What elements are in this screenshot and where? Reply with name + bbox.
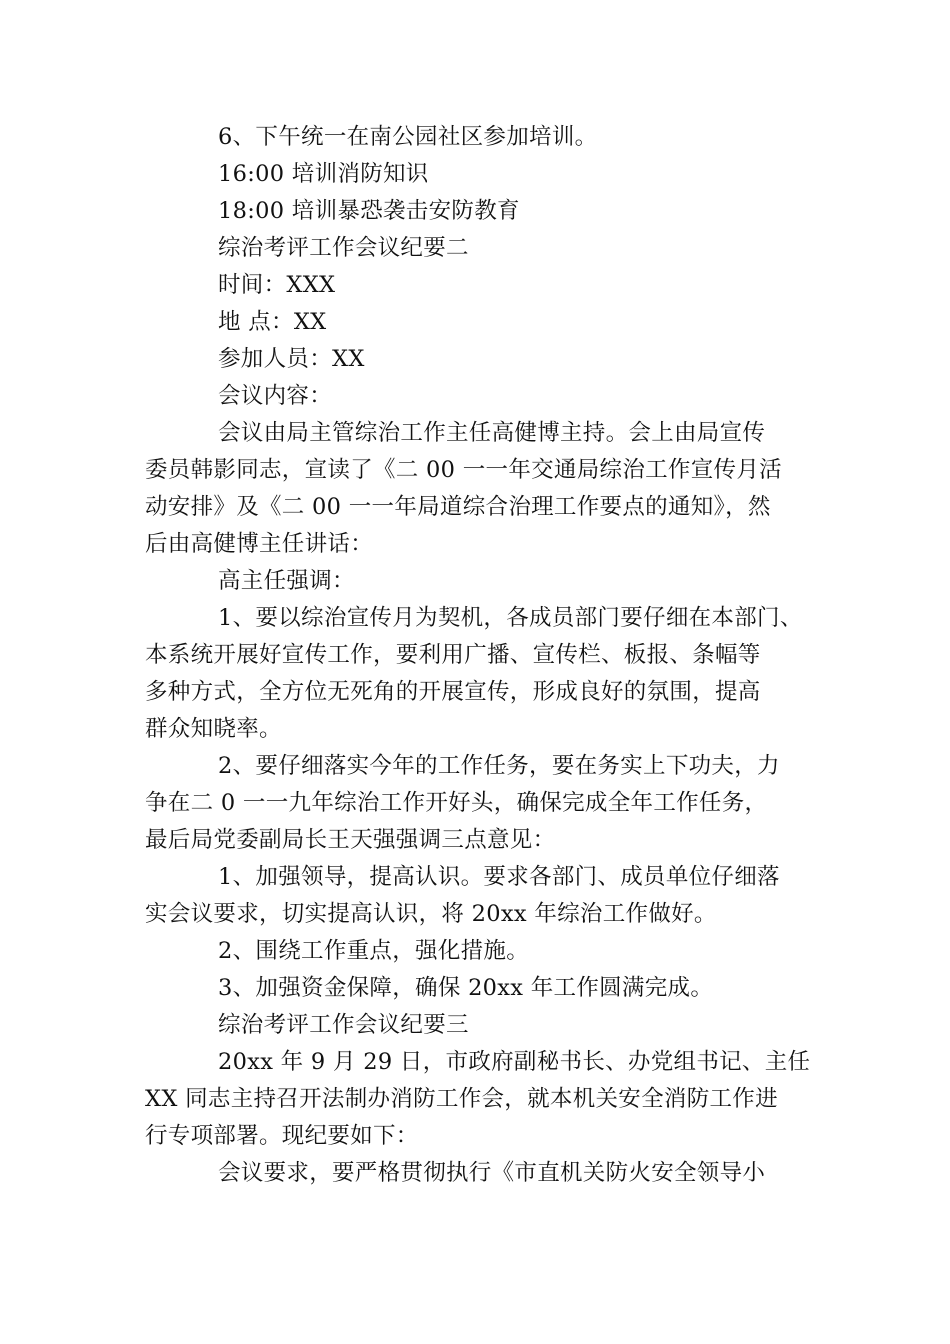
text-line: 委员韩影同志，宣读了《二 00 一一年交通局综治工作宣传月活 [145, 457, 782, 483]
text-line: 2、围绕工作重点，强化措施。 [218, 938, 530, 964]
text-line: 1、加强领导，提高认识。要求各部门、成员单位仔细落 [218, 864, 780, 890]
text-line: 多种方式，全方位无死角的开展宣传，形成良好的氛围，提高 [145, 679, 761, 705]
text-line: 最后局党委副局长王天强强调三点意见： [145, 827, 556, 853]
text-line: 本系统开展好宣传工作，要利用广播、宣传栏、板报、条幅等 [145, 642, 761, 668]
text-line: XX 同志主持召开法制办消防工作会，就本机关安全消防工作进 [145, 1086, 778, 1112]
text-line: 群众知晓率。 [145, 716, 282, 742]
section-heading: 综治考评工作会议纪要二 [218, 235, 469, 261]
text-line: 6、下午统一在南公园社区参加培训。 [218, 124, 598, 150]
text-line: 行专项部署。现纪要如下： [145, 1123, 419, 1149]
text-line: 会议内容： [218, 383, 333, 409]
text-line: 3、加强资金保障，确保 20xx 年工作圆满完成。 [218, 975, 714, 1001]
text-line: 参加人员：XX [218, 346, 365, 372]
text-line: 16:00 培训消防知识 [218, 161, 429, 187]
text-line: 实会议要求，切实提高认识，将 20xx 年综治工作做好。 [145, 901, 717, 927]
text-line: 20xx 年 9 月 29 日，市政府副秘书长、办党组书记、主任 [218, 1049, 811, 1075]
text-line: 动安排》及《二 00 一一年局道综合治理工作要点的通知》，然 [145, 494, 771, 520]
text-line: 争在二 0 一一九年综治工作开好头，确保完成全年工作任务， [145, 790, 768, 816]
text-line: 高主任强调： [218, 568, 355, 594]
text-line: 1、要以综治宣传月为契机，各成员部门要仔细在本部门、 [218, 605, 803, 631]
text-line: 后由高健博主任讲话： [145, 531, 374, 557]
text-line: 2、要仔细落实今年的工作任务，要在务实上下功夫，力 [218, 753, 780, 779]
text-line: 时间：XXX [218, 272, 336, 298]
text-line: 会议要求，要严格贯彻执行《市直机关防火安全领导小 [218, 1160, 766, 1186]
text-line: 地 点：XX [218, 309, 327, 335]
text-line: 18:00 培训暴恐袭击安防教育 [218, 198, 520, 224]
section-heading: 综治考评工作会议纪要三 [218, 1012, 469, 1038]
text-line: 会议由局主管综治工作主任高健博主持。会上由局宣传 [218, 420, 766, 446]
